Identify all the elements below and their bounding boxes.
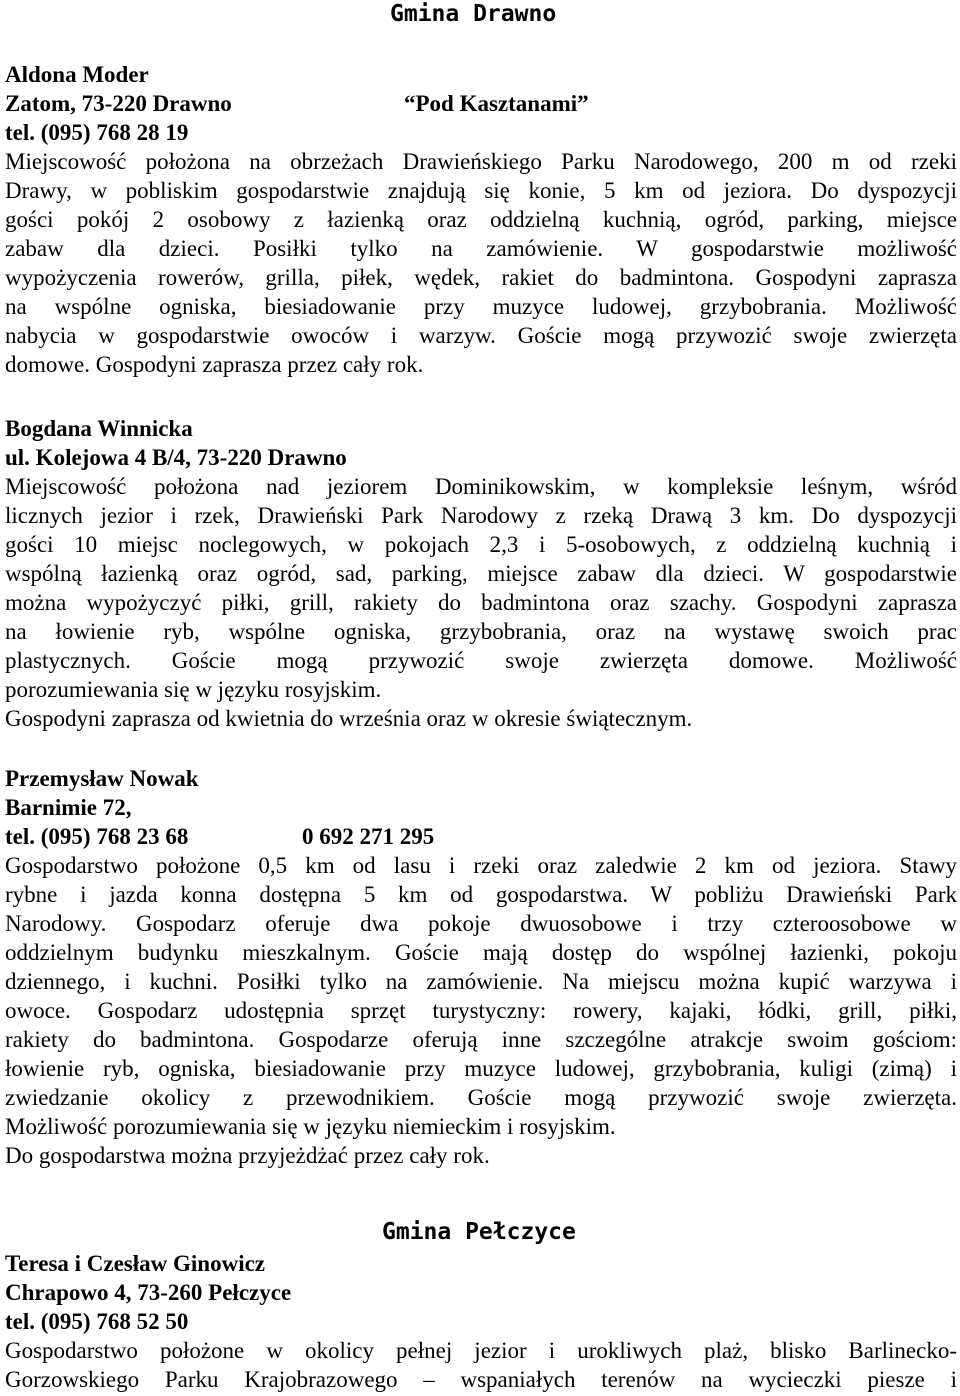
entry-phone: tel. (095) 768 23 68: [5, 824, 189, 849]
description-line: Narodowy. Gospodarz oferuje dwa pokoje dwuosobowe i trzy czteroosobowe w: [5, 911, 957, 936]
description-line: Gospodarstwo położone w okolicy pełnej jezior i urokliwych plaż, blisko Barlinecko-: [5, 1338, 957, 1363]
entry-name: Przemysław Nowak: [5, 766, 199, 791]
description-line: można wypożyczyć piłki, grill, rakiety do badmintona oraz szachy. Gospodyni zaprasza: [5, 590, 957, 615]
description-line: Drawy, w pobliskim gospodarstwie znajdują się konie, 5 km od jeziora. Do dyspozycji: [5, 178, 957, 203]
description-line: łowienie ryb, ogniska, biesiadowanie przy muzyce ludowej, grzybobrania, kuligi (zimą) i: [5, 1056, 957, 1081]
description-line: zabaw dla dzieci. Posiłki tylko na zamówienie. W gospodarstwie możliwość: [5, 236, 957, 261]
description-line: dziennego, i kuchni. Posiłki tylko na zamówienie. Na miejscu można kupić warzywa i: [5, 969, 957, 994]
description-line: na łowienie ryb, wspólne ogniska, grzybobrania, oraz na wystawę swoich prac: [5, 619, 957, 644]
description-line: Gospodarstwo położone 0,5 km od lasu i rzeki oraz zaledwie 2 km od jeziora. Stawy: [5, 853, 957, 878]
description-line: licznych jezior i rzek, Drawieński Park Narodowy z rzeką Drawą 3 km. Do dyspozycji: [5, 503, 957, 528]
description-line: porozumiewania się w języku rosyjskim.: [5, 677, 382, 702]
description-line: na wspólne ogniska, biesiadowanie przy muzyce ludowej, grzybobrania. Możliwość: [5, 294, 957, 319]
entry-name: Teresa i Czesław Ginowicz: [5, 1251, 265, 1276]
entry-address: ul. Kolejowa 4 B/4, 73-220 Drawno: [5, 445, 347, 470]
section-heading-pelczyce: Gmina Pełczyce: [382, 1219, 576, 1245]
description-line: Możliwość porozumiewania się w języku niemieckim i rosyjskim.: [5, 1114, 616, 1139]
entry-phone: tel. (095) 768 28 19: [5, 120, 189, 145]
entry-address: Barnimie 72,: [5, 795, 132, 820]
section-heading-drawno: Gmina Drawno: [390, 1, 557, 27]
description-line: plastycznych. Goście mogą przywozić swoje zwierzęta domowe. Możliwość: [5, 648, 957, 673]
entry-name: Aldona Moder: [5, 62, 149, 87]
description-line: Gospodyni zaprasza od kwietnia do września oraz w okresie świątecznym.: [5, 706, 693, 731]
entry-mobile: 0 692 271 295: [302, 824, 435, 849]
description-line: nabycia w gospodarstwie owoców i warzyw. Goście mogą przywozić swoje zwierzęta: [5, 323, 957, 348]
description-line: owoce. Gospodarz udostępnia sprzęt turystyczny: rowery, kajaki, łódki, grill, piłki,: [5, 998, 957, 1023]
description-line: Miejscowość położona na obrzeżach Drawieńskiego Parku Narodowego, 200 m od rzeki: [5, 149, 957, 174]
entry-name: Bogdana Winnicka: [5, 416, 193, 441]
description-line: wspólną łazienką oraz ogród, sad, parking, miejsce zabaw dla dzieci. W gospodarstwie: [5, 561, 957, 586]
description-line: gości pokój 2 osobowy z łazienką oraz oddzielną kuchnią, ogród, parking, miejsce: [5, 207, 957, 232]
description-line: Gorzowskiego Parku Krajobrazowego – wspaniałych terenów na wycieczki piesze i: [5, 1367, 957, 1392]
description-line: domowe. Gospodyni zaprasza przez cały rok.: [5, 352, 424, 377]
entry-address: Chrapowo 4, 73-260 Pełczyce: [5, 1280, 292, 1305]
entry-address: Zatom, 73-220 Drawno: [5, 91, 232, 116]
description-line: gości 10 miejsc noclegowych, w pokojach 2,3 i 5-osobowych, z oddzielną kuchnią i: [5, 532, 957, 557]
description-line: zwiedzanie okolicy z przewodnikiem. Goście mogą przywozić swoje zwierzęta.: [5, 1085, 957, 1110]
entry-farm-name: “Pod Kasztanami”: [404, 91, 589, 116]
description-line: rybne i jazda konna dostępna 5 km od gospodarstwa. W pobliżu Drawieński Park: [5, 882, 957, 907]
description-line: wypożyczenia rowerów, grilla, piłek, wędek, rakiet do badmintona. Gospodyni zaprasza: [5, 265, 957, 290]
description-line: rakiety do badmintona. Gospodarze oferują inne szczególne atrakcje swoim gościom:: [5, 1027, 957, 1052]
description-line: Miejscowość położona nad jeziorem Dominikowskim, w kompleksie leśnym, wśród: [5, 474, 957, 499]
entry-phone: tel. (095) 768 52 50: [5, 1309, 189, 1334]
description-line: oddzielnym budynku mieszkalnym. Goście mają dostęp do wspólnej łazienki, pokoju: [5, 940, 957, 965]
description-line: Do gospodarstwa można przyjeżdżać przez cały rok.: [5, 1143, 490, 1168]
